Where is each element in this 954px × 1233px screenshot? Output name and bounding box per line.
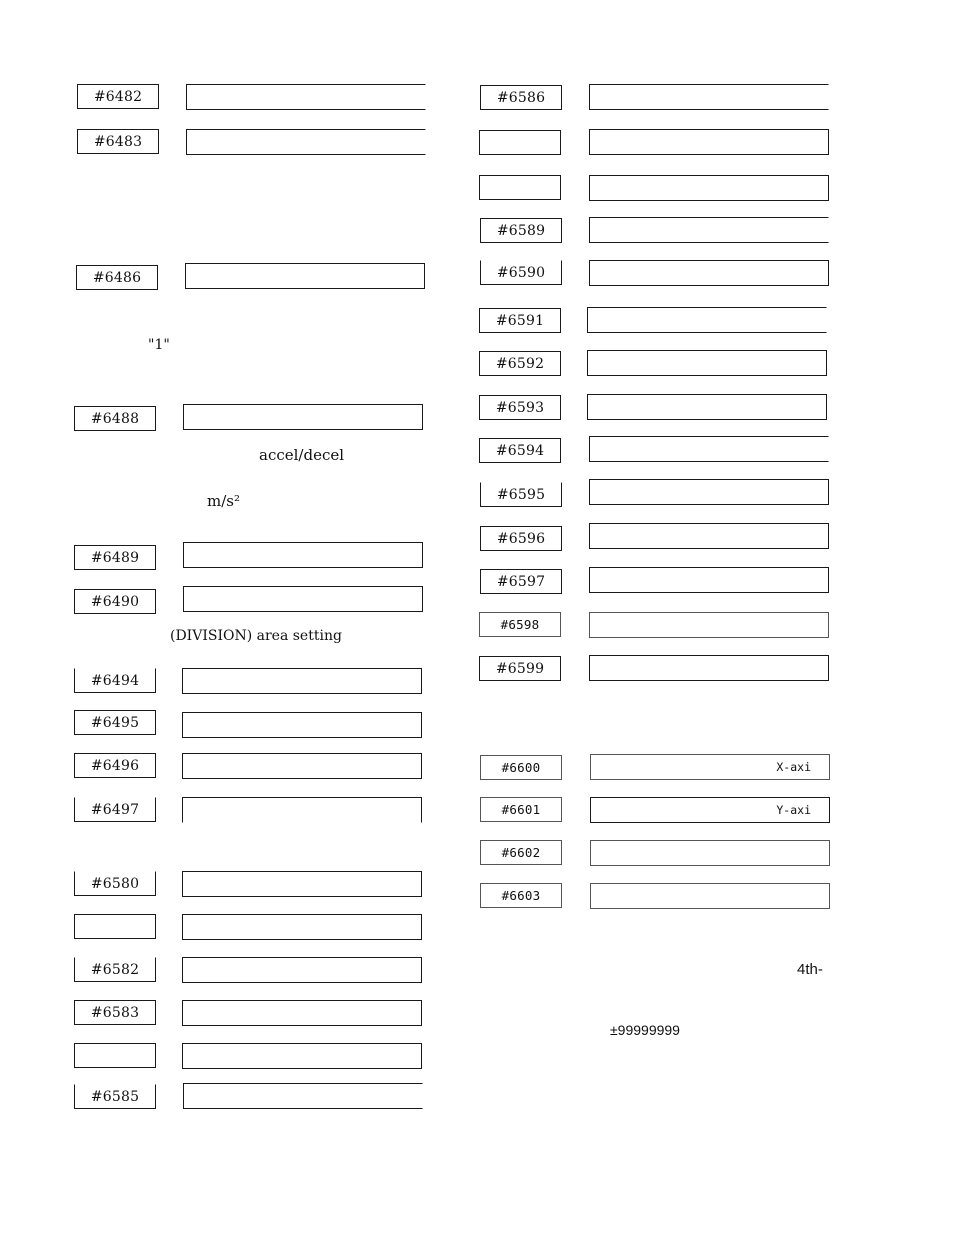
param-6482-label: #6482 bbox=[77, 84, 159, 109]
param-6489-label: #6489 bbox=[74, 545, 156, 570]
param-6600-field[interactable] bbox=[590, 754, 830, 780]
param-6588-label bbox=[479, 175, 561, 200]
param-6597-field[interactable] bbox=[589, 567, 829, 593]
param-6587-field[interactable] bbox=[589, 129, 829, 155]
param-6590-field[interactable] bbox=[589, 260, 829, 286]
param-6602-label: #6602 bbox=[480, 840, 562, 865]
param-6592-label: #6592 bbox=[479, 351, 561, 376]
param-6496-label: #6496 bbox=[74, 753, 156, 778]
note-division-area-setting: (DIVISION) area setting bbox=[170, 628, 342, 644]
param-6593-field[interactable] bbox=[587, 394, 827, 420]
param-6494-label: #6494 bbox=[74, 668, 156, 693]
param-6584-field[interactable] bbox=[182, 1043, 422, 1069]
param-6497-field[interactable] bbox=[182, 797, 422, 823]
param-6486-field[interactable] bbox=[185, 263, 425, 289]
param-6580-field[interactable] bbox=[182, 871, 422, 897]
param-6601-field[interactable] bbox=[590, 797, 830, 823]
param-6583-field[interactable] bbox=[182, 1000, 422, 1026]
param-6602-field[interactable] bbox=[590, 840, 830, 866]
param-6598-field[interactable] bbox=[589, 612, 829, 638]
param-6591-field[interactable] bbox=[587, 307, 827, 333]
param-6581-label bbox=[74, 914, 156, 939]
param-6601-field-text: Y-axi bbox=[776, 803, 811, 817]
param-6584-label bbox=[74, 1043, 156, 1068]
note-range: ±99999999 bbox=[610, 1022, 680, 1038]
param-6583-label: #6583 bbox=[74, 1000, 156, 1025]
param-6591-label: #6591 bbox=[479, 308, 561, 333]
param-6588-field[interactable] bbox=[589, 175, 829, 201]
param-6599-field[interactable] bbox=[589, 655, 829, 681]
note-quote-1: "1" bbox=[148, 337, 170, 353]
param-6494-field[interactable] bbox=[182, 668, 422, 694]
param-6496-field[interactable] bbox=[182, 753, 422, 779]
param-6495-label: #6495 bbox=[74, 710, 156, 735]
param-6589-field[interactable] bbox=[589, 217, 829, 243]
param-6486-label: #6486 bbox=[76, 265, 158, 290]
param-6589-label: #6589 bbox=[480, 218, 562, 243]
param-6595-field[interactable] bbox=[589, 479, 829, 505]
param-6603-field[interactable] bbox=[590, 883, 830, 909]
param-6586-field[interactable] bbox=[589, 84, 829, 110]
note-ms2: m/s² bbox=[207, 492, 240, 510]
param-6582-label: #6582 bbox=[74, 957, 156, 982]
param-6483-label: #6483 bbox=[77, 129, 159, 154]
param-6482-field[interactable] bbox=[186, 84, 426, 110]
param-6490-label: #6490 bbox=[74, 589, 156, 614]
param-6587-label bbox=[479, 130, 561, 155]
param-6597-label: #6597 bbox=[480, 569, 562, 594]
param-6488-field[interactable] bbox=[183, 404, 423, 430]
param-6601-label: #6601 bbox=[480, 797, 562, 822]
param-6599-label: #6599 bbox=[479, 656, 561, 681]
param-6596-label: #6596 bbox=[480, 526, 562, 551]
param-6581-field[interactable] bbox=[182, 914, 422, 940]
param-6497-label: #6497 bbox=[74, 797, 156, 822]
param-6490-field[interactable] bbox=[183, 586, 423, 612]
param-6596-field[interactable] bbox=[589, 523, 829, 549]
param-6489-field[interactable] bbox=[183, 542, 423, 568]
param-6594-field[interactable] bbox=[589, 436, 829, 462]
param-6600-field-text: X-axi bbox=[776, 760, 811, 774]
param-6495-field[interactable] bbox=[182, 712, 422, 738]
param-6586-label: #6586 bbox=[480, 85, 562, 110]
param-6593-label: #6593 bbox=[479, 395, 561, 420]
param-6488-label: #6488 bbox=[74, 406, 156, 431]
param-6603-label: #6603 bbox=[480, 883, 562, 908]
param-6580-label: #6580 bbox=[74, 871, 156, 896]
param-6598-label: #6598 bbox=[479, 612, 561, 637]
param-6590-label: #6590 bbox=[480, 260, 562, 285]
param-6595-label: #6595 bbox=[480, 482, 562, 507]
param-6585-label: #6585 bbox=[74, 1084, 156, 1109]
param-6600-label: #6600 bbox=[480, 755, 562, 780]
param-6585-field[interactable] bbox=[183, 1083, 423, 1109]
note-4th: 4th- bbox=[797, 961, 823, 978]
param-6483-field[interactable] bbox=[186, 129, 426, 155]
note-accel-decel: accel/decel bbox=[259, 446, 345, 464]
param-6592-field[interactable] bbox=[587, 350, 827, 376]
param-6594-label: #6594 bbox=[479, 438, 561, 463]
param-6582-field[interactable] bbox=[182, 957, 422, 983]
